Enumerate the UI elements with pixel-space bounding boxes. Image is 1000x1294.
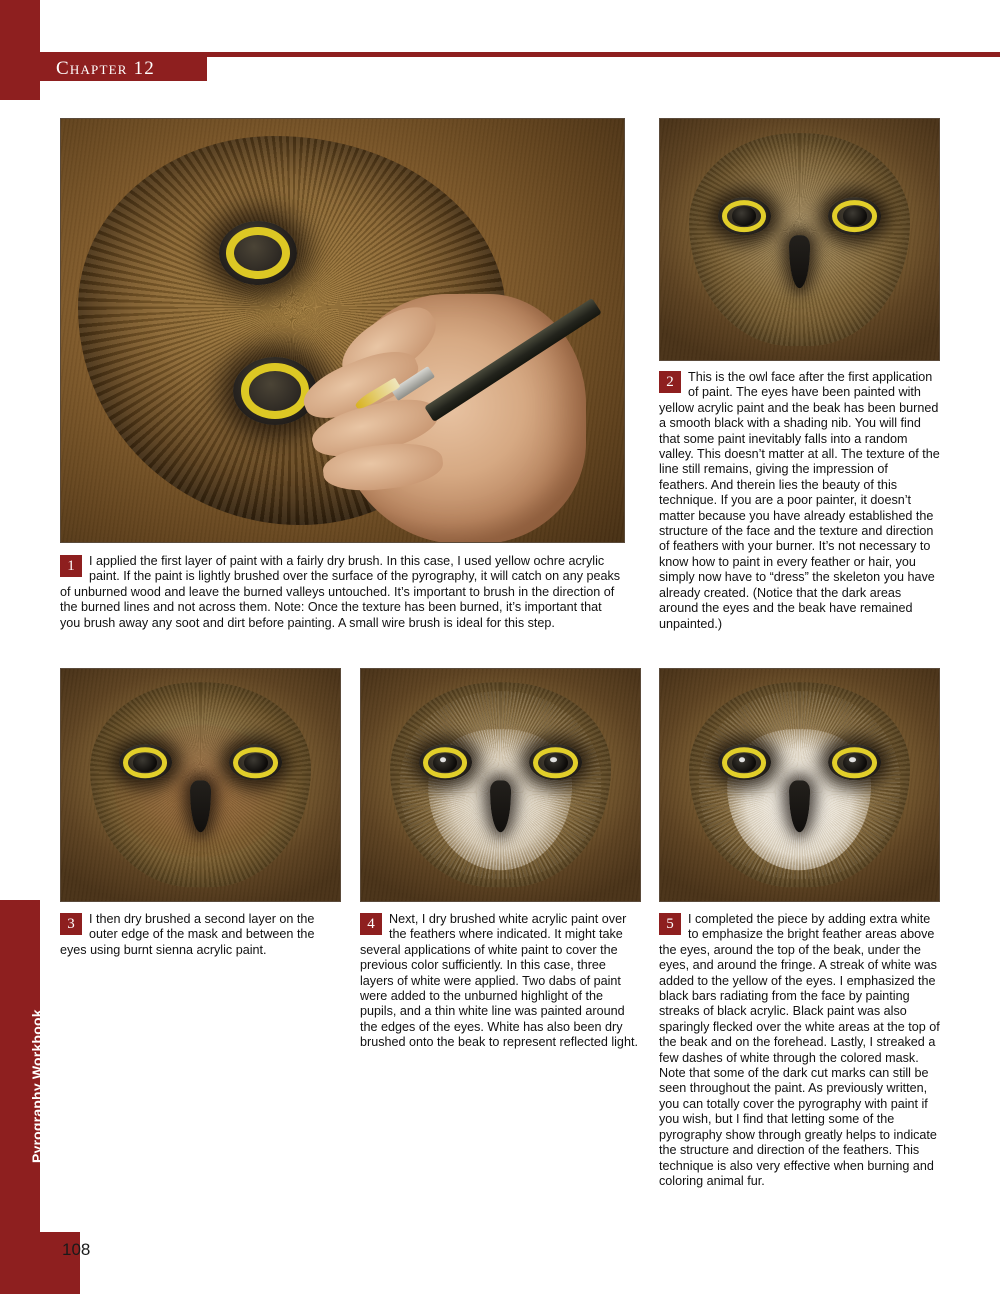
eye-pupil <box>433 753 457 772</box>
eye-ring <box>226 227 290 280</box>
caption-step-4-text: Next, I dry brushed white acrylic paint over the feathers where indicated. It might take several applications of white paint to cover the previous color sufficiently. In this case, three layers of white were applied. Two dabs of paint were added to the unburned highlight of the pupils, and a thin white line was painted around the edges of the eyes. White has also been dry brushed onto the beak to represent reflected light. <box>360 912 638 1050</box>
owl-eye-right <box>229 744 282 780</box>
page-number: 108 <box>62 1240 91 1259</box>
eye-pupil <box>843 753 867 772</box>
owl-eye-right <box>828 744 881 780</box>
eye-pupil <box>244 753 268 772</box>
caption-step-5 <box>659 912 940 1189</box>
figure-2 <box>659 118 940 361</box>
figure-5-owl-face <box>680 678 920 891</box>
caption-step-3 <box>60 912 341 958</box>
figure-4 <box>360 668 641 902</box>
figure-1 <box>60 118 625 543</box>
eye-pupil <box>732 753 756 772</box>
eye-pupil <box>133 753 157 772</box>
eye-pupil <box>732 206 756 226</box>
caption-step-1 <box>60 554 625 631</box>
left-edge-bar-gap <box>0 100 40 900</box>
eye-pupil <box>544 753 568 772</box>
owl-eye-right <box>529 744 582 780</box>
caption-step-4 <box>360 912 641 1051</box>
step-badge-3: 3 <box>60 913 82 935</box>
figure-4-owl-face <box>381 678 621 891</box>
figure-3 <box>60 668 341 902</box>
owl-eye-right <box>828 197 881 235</box>
chapter-label: Chapter 12 <box>56 58 155 79</box>
figure-5 <box>659 668 940 902</box>
caption-step-2 <box>659 370 940 632</box>
figure-3-owl-face <box>81 678 321 891</box>
caption-step-1-text: I applied the first layer of paint with a fairly dry brush. In this case, I used yellow ochre acrylic paint. If the paint is lightly brushed over the surface of the pyrography, it will catch on any peaks of unburned wood and leave the burned valleys untouched. It’s important to brush in the direction of the burned lines and not across them. Note: Once the texture has been burned, it’s important that you brush away any soot and dirt before painting. A small wire brush is ideal for this step. <box>60 554 621 630</box>
caption-step-2-text: This is the owl face after the first application of paint. The eyes have been painted with yellow acrylic paint and the beak has been burned a smooth black with a shading nib. You will find that some paint inevitably falls into a random valley. This doesn’t matter at all. The texture of the line still remains, giving the impression of feathers. And therein lies the beauty of this technique. If you are a poor painter, it doesn’t matter because you have already established the structure of the face and the texture and direction of feathers with your burner. It’s not necessary to know how to paint in every feather or hair, you simply now have to “dress” the skeleton you have already created. (Notice that the dark areas around the eyes and the beak have remained unpainted.) <box>659 370 940 631</box>
caption-step-3-text: I then dry brushed a second layer on the outer edge of the mask and between the eyes using burnt sienna acrylic paint. <box>60 912 315 957</box>
figure-1-owl-eye-lower <box>233 357 317 425</box>
step-badge-2: 2 <box>659 371 681 393</box>
caption-step-5-text: I completed the piece by adding extra white to emphasize the bright feather areas above the eyes, around the top of the beak, under the eyes, and around the fringe. A streak of white was added to the yellow of the eyes. I emphasized the black bars radiating from the face by painting streaks of black acrylic. Black paint was also sparingly flecked over the white areas at the top of the beak and on the forehead. Lastly, I streaked a few dashes of white through the colored mask. Note that some of the dark cut marks can still be seen throughout the paint. As previously written, you can totally cover the pyrography with paint if you wish, but I find that letting some of the pyrography show through greatly helps to indicate the structure and direction of the feathers. This technique is also very effective when burning and coloring animal fur. <box>659 912 940 1188</box>
eye-ring <box>241 363 310 419</box>
step-badge-1: 1 <box>60 555 82 577</box>
step-badge-4: 4 <box>360 913 382 935</box>
step-badge-5: 5 <box>659 913 681 935</box>
figure-2-owl-face <box>680 129 920 351</box>
book-title-sidebar: Pyrography Workbook <box>29 1009 45 1163</box>
figure-1-owl-eye-upper <box>219 221 297 285</box>
